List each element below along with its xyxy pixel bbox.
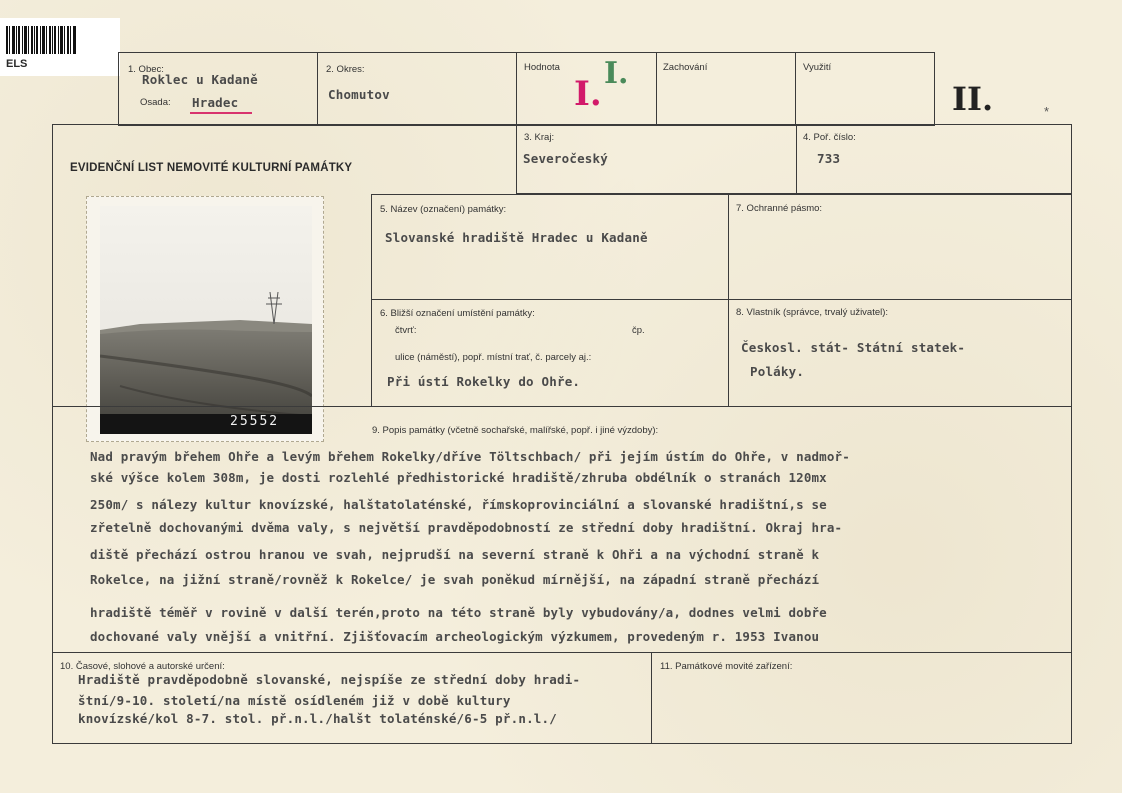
field-umisteni-label: 6. Bližší označení umístění památky: (380, 308, 535, 319)
description-line: hradiště téměř v rovině v další terén,proto na této straně byly vybudovány/a, dodnes velmi dobře (90, 605, 827, 620)
field-okres-label: 2. Okres: (326, 64, 365, 75)
description-line: ské výšce kolem 308m, je dosti rozlehlé předhistorické hradiště/zhruba obdélník o stranách 120mx (90, 470, 827, 485)
field-umisteni-value: Při ústí Rokelky do Ohře. (387, 374, 581, 389)
barcode-label: ELS (6, 58, 28, 70)
corner-handwritten-mark: II. (952, 80, 994, 118)
field-zarizeni-label: 11. Památkové movité zařízení: (660, 661, 793, 672)
description-line: Nad pravým břehem Ohře a levým břehem Rokelky/dříve Töltschbach/ při jejím ústím do Ohře, v nadmoř- (90, 449, 850, 464)
osada-underline (190, 112, 252, 114)
field-ulice-label: ulice (náměstí), popř. místní trať, č. parcely aj.: (395, 352, 592, 363)
description-line: diště přechází ostrou hranou ve svah, nejprudší na severní straně k Ohři a na východní straně k (90, 547, 820, 562)
field-hodnota-label: Hodnota (524, 62, 560, 73)
description-line: dochované valy vnější a vnitřní. Zjišťovacím archeologickým výzkumem, provedeným r. 1953 Ivanou (90, 629, 820, 644)
bottom-column-divider (651, 652, 652, 744)
field-cislo-label: 4. Poř. číslo: (803, 132, 856, 143)
field-cp-label: čp. (632, 325, 645, 336)
photo-number: 25552 (230, 414, 280, 429)
description-divider (52, 406, 1072, 407)
field-popis-label: 9. Popis památky (včetně sochařské, malířské, popř. i jiné výzdoby): (372, 425, 659, 436)
field-kraj-label: 3. Kraj: (524, 132, 555, 143)
description-line: 250m/ s nálezy kultur knovízské, halštatolaténské, římskoprovinciální a slovanské hradištní,s se (90, 497, 827, 512)
field-vlastnik-label: 8. Vlastník (správce, trvalý uživatel): (736, 307, 889, 318)
field-obec-label: 1. Obec: (128, 64, 164, 75)
hodnota-mark-red: I. (574, 74, 602, 114)
hodnota-mark-green: I. (604, 56, 629, 91)
field-kraj-value: Severočeský (523, 151, 608, 166)
field-obec-value: Roklec u Kadaně (142, 72, 258, 87)
field-urceni-label: 10. Časové, slohové a autorské určení: (60, 661, 225, 672)
field-cislo-value: 733 (817, 151, 841, 166)
landscape-photo-image (100, 206, 312, 434)
field-urceni-line: Hradiště pravděpodobně slovanské, nejspíše ze střední doby hradi- (78, 672, 581, 687)
field-osada-label: Osada: (140, 97, 171, 108)
field-pasmo-label: 7. Ochranné pásmo: (736, 203, 823, 214)
field-zachovani-label: Zachování (663, 62, 708, 73)
field-osada-value: Hradec (192, 95, 239, 110)
bottom-divider (52, 652, 1072, 653)
page-title: EVIDENČNÍ LIST NEMOVITÉ KULTURNÍ PAMÁTKY (70, 162, 353, 174)
barcode-sticker (0, 18, 120, 76)
field-nazev-label: 5. Název (označení) památky: (380, 204, 507, 215)
description-line: zřetelně dochovanými dvěma valy, s největší pravděpodobností ze střední doby hradištní. Okraj hra- (90, 520, 843, 535)
asterisk-mark: * (1044, 104, 1050, 119)
description-line: Rokelce, na jižní straně/rovněž k Rokelce/ je svah poněkud mírnější, na západní straně přechází (90, 572, 820, 587)
field-urceni-line: knovízské/kol 8-7. stol. př.n.l./halšt tolaténské/6-5 př.n.l./ (78, 711, 557, 726)
field-ctvrt-label: čtvrť: (395, 325, 417, 336)
field-urceni-line: štní/9-10. století/na místě osídleném již v době kultury (78, 693, 511, 708)
barcode-icon (6, 26, 96, 54)
landscape-photo (100, 206, 312, 434)
field-nazev-value: Slovanské hradiště Hradec u Kadaně (385, 230, 648, 245)
field-vlastnik-line1: Českosl. stát- Státní statek- (741, 340, 966, 355)
field-okres-value: Chomutov (328, 87, 390, 102)
field-vyuziti-label: Využití (803, 62, 832, 73)
field-vlastnik-line2: Poláky. (750, 364, 805, 379)
